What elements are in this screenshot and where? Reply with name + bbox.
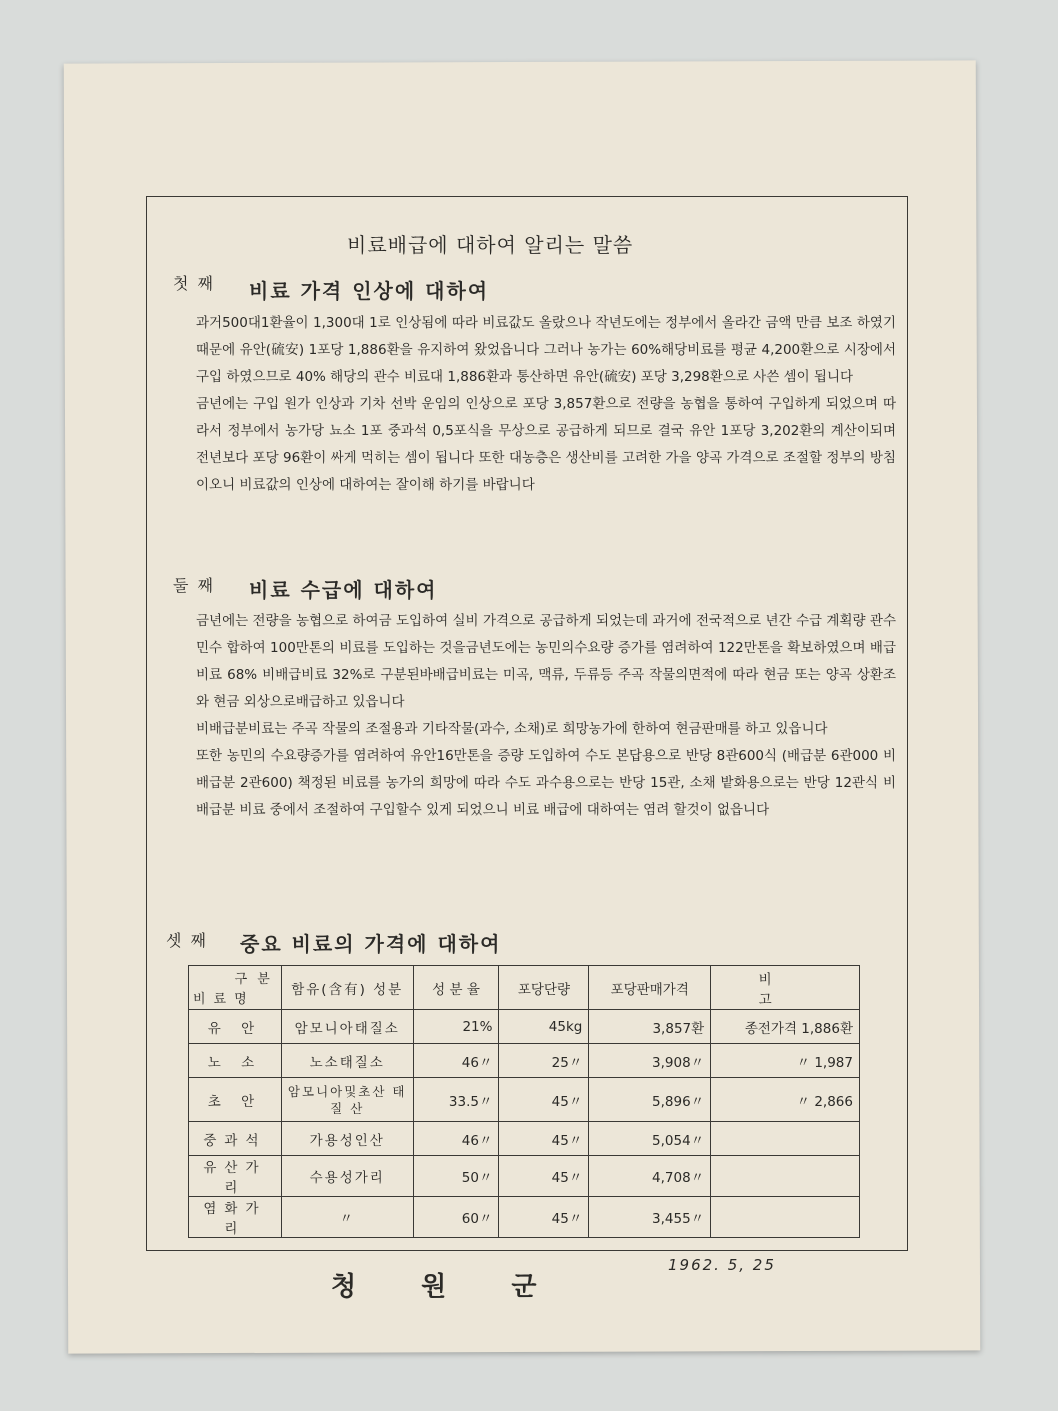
cell-weight: 45〃 (499, 1197, 589, 1238)
paragraph: 또한 농민의 수요량증가를 염려하여 유안16만톤을 증량 도입하여 수도 본답용으로 반당 8관600식 (배급분 6관000 비배급분 2관600) 책정된 비료를 농가의 희망에 따라 수도 과수용으로는 반당 15관, 소채 밭화용으로는 반당 12관식 비배급분 비료 중에서 조절하여 구입할수 있게 되었으니 비료 배급에 대하여는 염려 할것이 없읍니다 (196, 748, 896, 818)
cell-price: 3,455〃 (589, 1197, 711, 1238)
paragraph: 금년에는 구입 원가 인상과 기차 선박 운임의 인상으로 포당 3,857환으로 전량을 농협을 통하여 구입하게 되었으며 따라서 정부에서 농가당 뇨소 1포 중과석 0,5포식을 무상으로 공급하게 되므로 결국 유안 1포당 3,202환의 계산이되며 전년보다 포당 96환이 싸게 먹히는 셈이 됩니다 또한 대농층은 생산비를 고려한 가을 양곡 가격으로 조절할 정부의 방침이오니 비료값의 인상에 대하여는 잘이해 하기를 바랍니다 (196, 396, 896, 493)
header-rate: 성 분 율 (413, 966, 499, 1010)
cell-note: 〃 1,987 (711, 1044, 860, 1078)
section-1-body (196, 310, 896, 499)
cell-rate: 46〃 (413, 1122, 499, 1156)
header-note: 비 고 (711, 966, 860, 1010)
cell-rate: 46〃 (413, 1044, 499, 1078)
table-row (189, 1122, 860, 1156)
cell-content: 〃 (281, 1197, 413, 1238)
cell-rate: 50〃 (413, 1156, 499, 1197)
cell-weight: 45〃 (499, 1078, 589, 1122)
cell-name: 노 소 (189, 1044, 282, 1078)
cell-content: 암모니아태질소 (281, 1010, 413, 1044)
header-name: 비료명 (193, 992, 255, 1007)
table-row (189, 1156, 860, 1197)
document-date: 1962. 5, 25 (668, 1256, 776, 1274)
header-weight: 포당단량 (499, 966, 589, 1010)
cell-weight: 45〃 (499, 1122, 589, 1156)
cell-name: 유산가리 (189, 1156, 282, 1197)
paragraph: 과거500대1환율이 1,300대 1로 인상됨에 따라 비료값도 올랐으나 작년도에는 정부에서 올라간 금액 만큼 보조 하였기 때문에 유안(硫安) 1포당 1,886환을 유지하여 왔었읍니다 그러나 농가는 60%해당비료를 평균 4,200환으로 시장에서 구입 하였으므로 40% 해당의 관수 비료대 1,886환과 통산하면 유안(硫安) 포당 3,298환으로 사쓴 셈이 됩니다 (196, 315, 896, 385)
cell-rate: 21% (413, 1010, 499, 1044)
header-category-cell (189, 966, 282, 1010)
cell-content: 가용성인산 (281, 1122, 413, 1156)
table-header-row (189, 966, 860, 1010)
issuer-name: 청 원 군 (331, 1272, 565, 1302)
document-title: 비료배급에 대하여 알리는 말씀 (347, 233, 634, 257)
header-content: 함유(含有) 성분 (281, 966, 413, 1010)
cell-note (711, 1156, 860, 1197)
table-row (189, 1197, 860, 1238)
cell-price: 5,896〃 (589, 1078, 711, 1122)
cell-rate: 60〃 (413, 1197, 499, 1238)
cell-name: 염화가리 (189, 1197, 282, 1238)
cell-note (711, 1122, 860, 1156)
cell-name: 초 안 (189, 1078, 282, 1122)
cell-note (711, 1197, 860, 1238)
cell-weight: 45〃 (499, 1156, 589, 1197)
cell-weight: 45kg (499, 1010, 589, 1044)
cell-price: 3,908〃 (589, 1044, 711, 1078)
section-2-title: 비료 수급에 대하여 (249, 578, 438, 602)
cell-price: 4,708〃 (589, 1156, 711, 1197)
section-1-title: 비료 가격 인상에 대하여 (249, 279, 490, 303)
cell-rate: 33.5〃 (413, 1078, 499, 1122)
cell-weight: 25〃 (499, 1044, 589, 1078)
table-row (189, 1044, 860, 1078)
fertilizer-price-table (188, 965, 860, 1238)
cell-name: 유 안 (189, 1010, 282, 1044)
paragraph: 금년에는 전량을 농협으로 하여금 도입하여 실비 가격으로 공급하게 되었는데 과거에 전국적으로 년간 수급 계획량 관수 민수 합하여 100만톤의 비료를 도입하는 것을금년도에는 농민의수요량 증가를 염려하여 122만톤을 확보하였으며 배급비료 68% 비배급비료 32%로 구분된바배급비료는 미곡, 맥류, 두류등 주곡 작물의면적에 따라 현금 또는 양곡 상환조와 현금 외상으로배급하고 있읍니다 (196, 613, 896, 710)
cell-name: 중과석 (189, 1122, 282, 1156)
section-1-number: 첫 째 (173, 274, 215, 293)
section-3-title: 중요 비료의 가격에 대하여 (240, 932, 502, 956)
cell-content: 노소태질소 (281, 1044, 413, 1078)
header-price: 포당판매가격 (589, 966, 711, 1010)
paragraph: 비배급분비료는 주곡 작물의 조절용과 기타작물(과수, 소채)로 희망농가에 한하여 현금판매를 하고 있읍니다 (196, 721, 828, 737)
cell-note: 종전가격 1,886환 (711, 1010, 860, 1044)
cell-note: 〃 2,866 (711, 1078, 860, 1122)
section-2-number: 둘 째 (173, 576, 215, 595)
section-3-number: 셋 째 (166, 931, 208, 950)
section-2-body (196, 608, 896, 824)
cell-price: 5,054〃 (589, 1122, 711, 1156)
table-row (189, 1078, 860, 1122)
cell-content: 암모니아및초산 태 질 산 (281, 1078, 413, 1122)
cell-content: 수용성가리 (281, 1156, 413, 1197)
cell-price: 3,857환 (589, 1010, 711, 1044)
header-category: 구 분 (234, 972, 273, 987)
table-row (189, 1010, 860, 1044)
